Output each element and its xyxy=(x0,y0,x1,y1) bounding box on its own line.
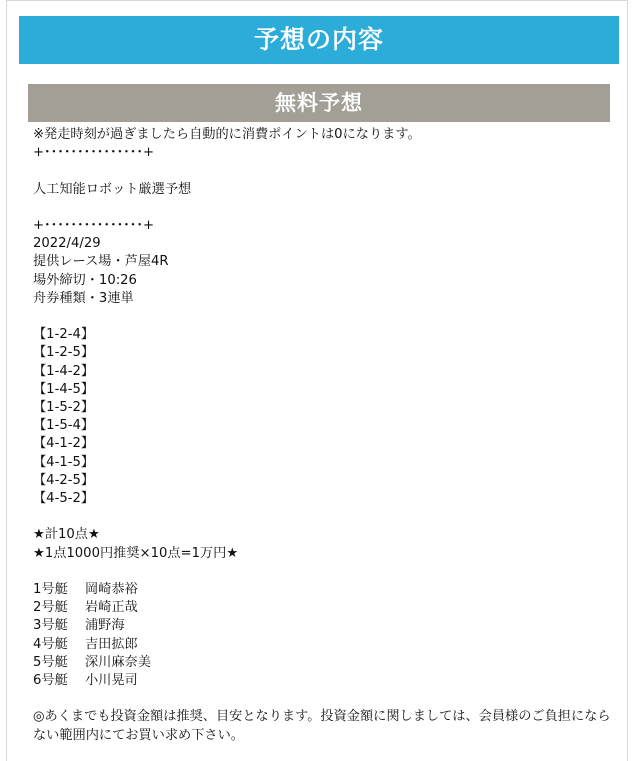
racer-row xyxy=(33,617,618,635)
boat-number: 6号艇 xyxy=(33,673,68,689)
racer-name: 岡崎恭裕 xyxy=(85,582,138,597)
pick-item: 【1-5-2】 xyxy=(33,400,95,415)
spacer xyxy=(33,508,618,526)
race-venue: 提供レース場・芦屋4R xyxy=(33,254,169,270)
pick-item: 【1-2-4】 xyxy=(33,327,95,343)
boat-number: 4号艇 xyxy=(33,636,68,652)
stake-recommendation: ★1点1000円推奨×10点=1万円★ xyxy=(33,545,239,561)
section-title: 無料予想 xyxy=(28,84,610,122)
notice-text: ※発走時刻が過ぎましたら自動的に消費ポイントは0になります。 xyxy=(33,127,421,142)
pick-item: 【4-2-5】 xyxy=(33,472,95,488)
racer-row xyxy=(33,599,618,617)
racer-list xyxy=(33,581,618,690)
page-title: 予想の内容 xyxy=(19,16,619,64)
ticket-type: 舟券種類・3連単 xyxy=(33,290,134,306)
boat-number: 3号艇 xyxy=(33,618,68,634)
boat-number: 5号艇 xyxy=(33,654,68,670)
disclaimer-text: ◎あくまでも投資金額は推奨、目安となります。投資金額に関しましては、会員様のご負担にならない範囲内にてお買い求め下さい。 xyxy=(33,709,611,743)
racer-name: 吉田拡郎 xyxy=(85,636,138,652)
pick-item: 【1-5-4】 xyxy=(33,418,95,434)
spacer xyxy=(33,563,618,581)
divider-top: +･･･････････････+ xyxy=(33,145,155,161)
race-deadline: 場外締切・10:26 xyxy=(33,272,137,288)
boat-number: 1号艇 xyxy=(33,582,68,597)
spacer xyxy=(33,690,618,708)
spacer xyxy=(33,308,618,326)
spacer xyxy=(33,162,618,180)
racer-row xyxy=(33,636,618,654)
pick-item: 【4-5-2】 xyxy=(33,491,95,507)
prediction-content xyxy=(33,126,618,745)
pick-item: 【1-4-2】 xyxy=(33,363,95,379)
boat-number: 2号艇 xyxy=(33,600,68,616)
racer-row xyxy=(33,672,618,690)
spacer xyxy=(33,199,618,217)
racer-row xyxy=(33,654,618,672)
total-points: ★計10点★ xyxy=(33,527,100,543)
race-date: 2022/4/29 xyxy=(33,236,101,252)
system-name: 人工知能ロボット厳選予想 xyxy=(33,181,192,197)
racer-row xyxy=(33,581,618,599)
racer-name: 浦野海 xyxy=(85,618,125,634)
pick-item: 【4-1-5】 xyxy=(33,454,95,470)
pick-item: 【1-2-5】 xyxy=(33,345,95,361)
racer-name: 深川麻奈美 xyxy=(85,654,151,670)
picks-list xyxy=(33,326,618,508)
pick-item: 【1-4-5】 xyxy=(33,381,95,397)
racer-name: 小川晃司 xyxy=(85,673,138,689)
pick-item: 【4-1-2】 xyxy=(33,436,95,452)
racer-name: 岩崎正哉 xyxy=(85,600,138,616)
divider-bottom: +･･･････････････+ xyxy=(33,217,155,233)
